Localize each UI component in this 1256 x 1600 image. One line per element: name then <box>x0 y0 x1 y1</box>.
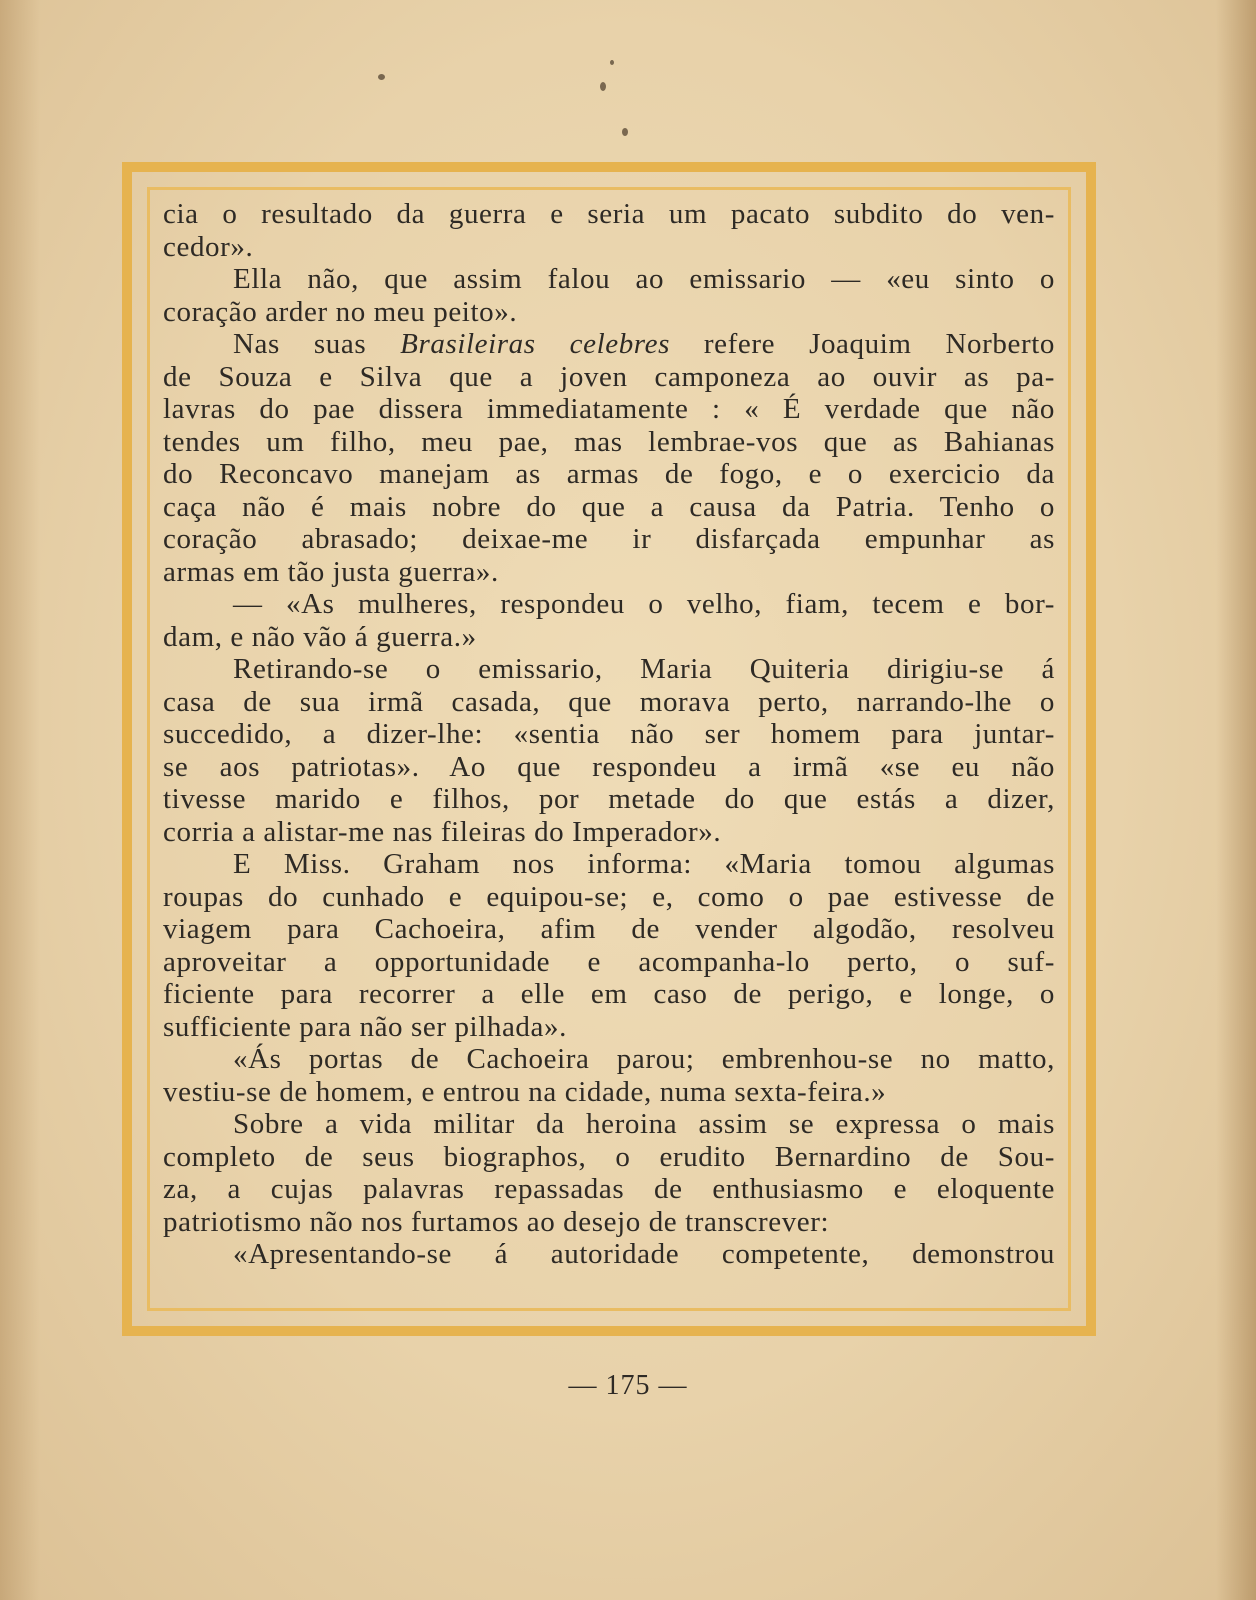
page-number: — 175 — <box>568 1370 688 1401</box>
text-line: armas em tão justa guerra». <box>163 555 499 588</box>
text-line: Nas suas Brasileiras celebres refere Joaquim Norberto <box>233 328 1055 360</box>
text-line: cia o resultado da guerra e seria um pacato subdito do ven- <box>163 198 1055 230</box>
text-line: coração abrasado; deixae-me ir disfarçada empunhar as <box>163 523 1055 555</box>
text-line: do Reconcavo manejam as armas de fogo, e o exercicio da <box>163 458 1055 490</box>
text-line: tivesse marido e filhos, por metade do que estás a dizer, <box>163 783 1055 815</box>
text-line: Retirando-se o emissario, Maria Quiteria dirigiu-se á <box>233 653 1055 685</box>
text-line: succedido, a dizer-lhe: «sentia não ser homem para juntar- <box>163 718 1055 750</box>
ink-speck <box>378 74 385 80</box>
text-line: «Ás portas de Cachoeira parou; embrenhou-se no matto, <box>233 1043 1055 1075</box>
text-line: completo de seus biographos, o erudito Bernardino de Sou- <box>163 1140 1055 1173</box>
body-text <box>163 198 1055 1271</box>
text-line: sufficiente para não ser pilhada». <box>163 1010 567 1043</box>
right-edge-shadow <box>1216 0 1256 1600</box>
text-line: Ella não, que assim falou ao emissario — «eu sinto o <box>233 263 1055 295</box>
text-line: viagem para Cachoeira, afim de vender algodão, resolveu <box>163 913 1055 945</box>
text-line: cedor». <box>163 230 254 263</box>
text-line: roupas do cunhado e equipou-se; e, como o pae estivesse de <box>163 880 1055 913</box>
book-title-italic: Brasileiras celebres <box>400 328 670 360</box>
text-line: Sobre a vida militar da heroina assim se expressa o mais <box>233 1108 1055 1140</box>
text-line: E Miss. Graham nos informa: «Maria tomou algumas <box>233 848 1055 880</box>
ink-speck <box>600 82 606 91</box>
text-line: ficiente para recorrer a elle em caso de perigo, e longe, o <box>163 978 1055 1010</box>
text-line: aproveitar a opportunidade e acompanha-lo perto, o suf- <box>163 945 1055 978</box>
left-edge-shadow <box>0 0 40 1600</box>
text-line: coração arder no meu peito». <box>163 295 518 328</box>
text-line: «Apresentando-se á autoridade competente, demonstrou <box>233 1238 1055 1270</box>
ink-speck <box>622 128 628 136</box>
text-line: corria a alistar-me nas fileiras do Imperador». <box>163 815 722 848</box>
text-line: casa de sua irmã casada, que morava perto, narrando-lhe o <box>163 685 1055 718</box>
ink-speck <box>610 60 614 65</box>
text-line: se aos patriotas». Ao que respondeu a irmã «se eu não <box>163 750 1055 783</box>
text-line: dam, e não vão á guerra.» <box>163 620 477 653</box>
text-line: lavras do pae dissera immediatamente : « É verdade que não <box>163 393 1055 425</box>
text-line: caça não é mais nobre do que a causa da Patria. Tenho o <box>163 490 1055 523</box>
text-line: vestiu-se de homem, e entrou na cidade, numa sexta-feira.» <box>163 1075 887 1108</box>
text-line: — «As mulheres, respondeu o velho, fiam, tecem e bor- <box>233 588 1055 620</box>
text-line: de Souza e Silva que a joven camponeza ao ouvir as pa- <box>163 360 1055 393</box>
text-line: tendes um filho, meu pae, mas lembrae-vos que as Bahianas <box>163 425 1055 458</box>
text-line: patriotismo não nos furtamos ao desejo de transcrever: <box>163 1205 830 1238</box>
text-line: za, a cujas palavras repassadas de enthusiasmo e eloquente <box>163 1173 1055 1205</box>
